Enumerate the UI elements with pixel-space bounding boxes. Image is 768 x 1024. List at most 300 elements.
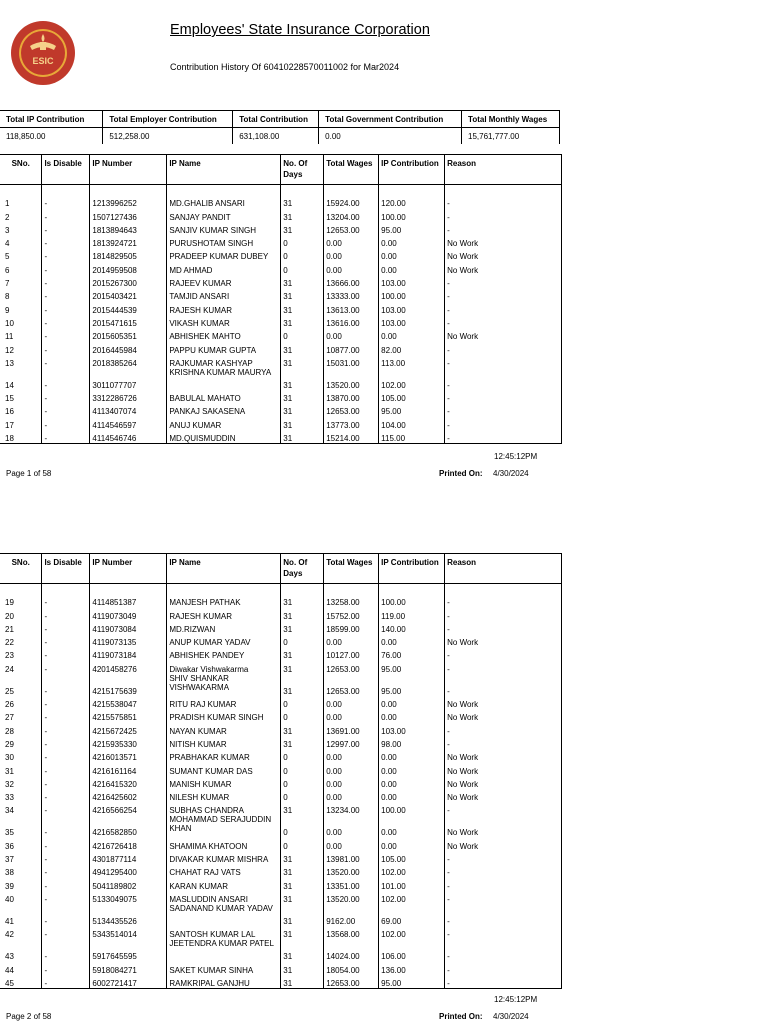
cell-wages: 15031.00 [324, 355, 379, 368]
cell-reason: - [445, 195, 562, 208]
table-row [0, 403, 562, 416]
cell-ip-number: 5918084271 [90, 961, 167, 974]
cell-sno: 29 [0, 736, 42, 749]
table-row [0, 430, 562, 444]
cell-reason: - [445, 877, 562, 890]
spacer-cell [324, 584, 379, 595]
cell-ip-number: 1813924721 [90, 235, 167, 248]
cell-wages: 0.00 [324, 762, 379, 775]
cell-days: 31 [281, 926, 324, 939]
spacer-cell [379, 584, 445, 595]
col-is-disable: Is Disable [42, 155, 90, 185]
spacer-cell [324, 185, 379, 196]
page-number: Page 2 of 58 [6, 1012, 52, 1021]
cell-is-disable: - [42, 355, 90, 368]
cell-sno: 11 [0, 328, 42, 341]
cell-sno: 19 [0, 594, 42, 607]
cell-reason: - [445, 660, 562, 673]
cell-days: 0 [281, 837, 324, 850]
cell-days: 31 [281, 315, 324, 328]
cell-contribution: 103.00 [379, 722, 445, 735]
cell-reason: No Work [445, 634, 562, 647]
cell-sno: 28 [0, 722, 42, 735]
cell-days: 31 [281, 594, 324, 607]
cell-is-disable: - [42, 837, 90, 850]
cell-ip-number: 6002721417 [90, 975, 167, 989]
cell-days: 31 [281, 904, 324, 926]
cell-is-disable: - [42, 288, 90, 301]
totals-header: Total IP Contribution [0, 111, 103, 128]
cell-ip-name: PRABHAKAR KUMAR [167, 749, 281, 762]
cell-ip-number: 2016445984 [90, 341, 167, 354]
col-reason: Reason [445, 155, 562, 185]
col-days: No. Of Days [281, 155, 324, 185]
cell-ip-name: TAMJID ANSARI [167, 288, 281, 301]
cell-contribution: 100.00 [379, 594, 445, 607]
cell-wages: 13691.00 [324, 722, 379, 735]
spacer-cell [90, 584, 167, 595]
spacer-cell [167, 584, 281, 595]
table-row [0, 248, 562, 261]
table-row [0, 368, 562, 390]
cell-ip-number: 4215175639 [90, 674, 167, 696]
cell-is-disable: - [42, 815, 90, 837]
table-row [0, 776, 562, 789]
cell-contribution: 0.00 [379, 248, 445, 261]
cell-reason: - [445, 208, 562, 221]
cell-is-disable: - [42, 390, 90, 403]
cell-wages: 18054.00 [324, 961, 379, 974]
cell-sno: 36 [0, 837, 42, 850]
cell-ip-name: SADANAND KUMAR YADAV [167, 904, 281, 926]
cell-reason: - [445, 802, 562, 815]
cell-ip-number: 2014959508 [90, 261, 167, 274]
cell-days: 31 [281, 355, 324, 368]
cell-contribution: 0.00 [379, 749, 445, 762]
cell-sno: 40 [0, 891, 42, 904]
cell-days: 31 [281, 736, 324, 749]
cell-contribution: 0.00 [379, 235, 445, 248]
cell-contribution: 140.00 [379, 621, 445, 634]
cell-ip-number: 3312286726 [90, 390, 167, 403]
cell-wages: 13333.00 [324, 288, 379, 301]
cell-wages: 18599.00 [324, 621, 379, 634]
cell-contribution: 69.00 [379, 904, 445, 926]
totals-table [0, 110, 560, 144]
cell-ip-number: 2015403421 [90, 288, 167, 301]
cell-ip-number: 1813894643 [90, 222, 167, 235]
cell-sno: 15 [0, 390, 42, 403]
cell-is-disable: - [42, 674, 90, 696]
table-row [0, 301, 562, 314]
cell-ip-name: PANKAJ SAKASENA [167, 403, 281, 416]
cell-ip-number: 4119073135 [90, 634, 167, 647]
cell-is-disable: - [42, 275, 90, 288]
cell-ip-number: 5133049075 [90, 891, 167, 904]
cell-ip-name: KARAN KUMAR [167, 877, 281, 890]
cell-is-disable: - [42, 416, 90, 429]
cell-ip-number: 1814829505 [90, 248, 167, 261]
col-contribution: IP Contribution [379, 155, 445, 185]
cell-days: 31 [281, 647, 324, 660]
col-wages: Total Wages [324, 155, 379, 185]
table-row [0, 594, 562, 607]
cell-reason: No Work [445, 261, 562, 274]
table-row [0, 722, 562, 735]
cell-contribution: 98.00 [379, 736, 445, 749]
col-reason: Reason [445, 554, 562, 584]
cell-contribution: 0.00 [379, 709, 445, 722]
cell-reason: - [445, 301, 562, 314]
cell-contribution: 119.00 [379, 607, 445, 620]
cell-ip-name: MASLUDDIN ANSARI [167, 891, 281, 904]
cell-reason: - [445, 390, 562, 403]
cell-is-disable: - [42, 864, 90, 877]
cell-sno: 25 [0, 674, 42, 696]
cell-sno: 18 [0, 430, 42, 444]
contribution-table-page-2 [0, 553, 562, 989]
cell-wages: 0.00 [324, 749, 379, 762]
cell-is-disable: - [42, 975, 90, 989]
cell-wages: 10127.00 [324, 647, 379, 660]
spacer-cell [42, 185, 90, 196]
table-row [0, 709, 562, 722]
cell-ip-name: RITU RAJ KUMAR [167, 696, 281, 709]
table-row [0, 837, 562, 850]
cell-ip-name: MANJESH PATHAK [167, 594, 281, 607]
cell-days: 31 [281, 341, 324, 354]
cell-is-disable: - [42, 851, 90, 864]
cell-ip-name: SHAMIMA KHATOON [167, 837, 281, 850]
cell-ip-number: 4216013571 [90, 749, 167, 762]
table-row [0, 315, 562, 328]
table-row [0, 660, 562, 673]
cell-is-disable: - [42, 926, 90, 939]
cell-is-disable: - [42, 328, 90, 341]
cell-days: 31 [281, 891, 324, 904]
cell-contribution: 106.00 [379, 939, 445, 961]
cell-reason: - [445, 315, 562, 328]
cell-reason: - [445, 341, 562, 354]
cell-contribution: 104.00 [379, 416, 445, 429]
cell-sno: 16 [0, 403, 42, 416]
cell-wages: 13981.00 [324, 851, 379, 864]
cell-ip-number: 4216161164 [90, 762, 167, 775]
cell-ip-number: 4119073049 [90, 607, 167, 620]
cell-days: 31 [281, 851, 324, 864]
cell-wages: 13568.00 [324, 926, 379, 939]
cell-ip-number: 5917645595 [90, 939, 167, 961]
cell-ip-number: 5343514014 [90, 926, 167, 939]
print-time: 12:45:12PM [494, 995, 538, 1004]
totals-value: 15,761,777.00 [462, 128, 560, 145]
cell-ip-number: 4114546597 [90, 416, 167, 429]
cell-reason: - [445, 864, 562, 877]
table-row [0, 621, 562, 634]
spacer-cell [281, 584, 324, 595]
spacer-cell [42, 584, 90, 595]
cell-sno: 12 [0, 341, 42, 354]
cell-sno: 24 [0, 660, 42, 673]
cell-reason: - [445, 275, 562, 288]
cell-wages: 13351.00 [324, 877, 379, 890]
cell-contribution: 95.00 [379, 222, 445, 235]
cell-ip-number: 2015471615 [90, 315, 167, 328]
cell-ip-number: 4216726418 [90, 837, 167, 850]
cell-ip-name: RAJEEV KUMAR [167, 275, 281, 288]
cell-sno: 7 [0, 275, 42, 288]
table-row [0, 341, 562, 354]
cell-contribution: 100.00 [379, 208, 445, 221]
cell-ip-name: MD.GHALIB ANSARI [167, 195, 281, 208]
cell-reason: No Work [445, 749, 562, 762]
cell-is-disable: - [42, 709, 90, 722]
cell-sno: 35 [0, 815, 42, 837]
cell-ip-name: RAMKRIPAL GANJHU [167, 975, 281, 989]
cell-ip-number: 4216415320 [90, 776, 167, 789]
cell-days: 31 [281, 975, 324, 989]
cell-ip-number: 1507127436 [90, 208, 167, 221]
cell-wages: 13520.00 [324, 891, 379, 904]
cell-sno: 13 [0, 355, 42, 368]
cell-days: 0 [281, 709, 324, 722]
cell-ip-name: MD AHMAD [167, 261, 281, 274]
cell-wages: 12653.00 [324, 674, 379, 696]
cell-sno: 4 [0, 235, 42, 248]
cell-reason: No Work [445, 235, 562, 248]
cell-wages: 13616.00 [324, 315, 379, 328]
cell-sno: 8 [0, 288, 42, 301]
cell-reason: - [445, 416, 562, 429]
col-wages: Total Wages [324, 554, 379, 584]
cell-wages: 0.00 [324, 235, 379, 248]
cell-days: 0 [281, 235, 324, 248]
cell-is-disable: - [42, 722, 90, 735]
cell-sno: 1 [0, 195, 42, 208]
cell-ip-number: 5041189802 [90, 877, 167, 890]
cell-ip-name: SANTOSH KUMAR LAL [167, 926, 281, 939]
cell-ip-number: 2015267300 [90, 275, 167, 288]
spacer-row [0, 185, 562, 196]
spacer-cell [90, 185, 167, 196]
cell-contribution: 103.00 [379, 275, 445, 288]
cell-wages: 13258.00 [324, 594, 379, 607]
cell-reason: - [445, 621, 562, 634]
totals-header-row [0, 111, 560, 128]
cell-ip-number: 4114546746 [90, 430, 167, 444]
cell-days: 31 [281, 403, 324, 416]
cell-is-disable: - [42, 248, 90, 261]
report-subtitle [170, 62, 399, 72]
cell-days: 0 [281, 762, 324, 775]
cell-reason: - [445, 222, 562, 235]
cell-ip-name: DIVAKAR KUMAR MISHRA [167, 851, 281, 864]
cell-reason: - [445, 904, 562, 926]
cell-ip-name: VIKASH KUMAR [167, 315, 281, 328]
cell-days: 31 [281, 877, 324, 890]
cell-sno: 2 [0, 208, 42, 221]
cell-sno: 17 [0, 416, 42, 429]
cell-ip-number: 4215538047 [90, 696, 167, 709]
cell-ip-name: ABHISHEK PANDEY [167, 647, 281, 660]
cell-sno: 45 [0, 975, 42, 989]
table-row [0, 891, 562, 904]
cell-is-disable: - [42, 222, 90, 235]
cell-ip-number: 4215672425 [90, 722, 167, 735]
cell-wages: 0.00 [324, 837, 379, 850]
table-row [0, 195, 562, 208]
cell-ip-name: ABHISHEK MAHTO [167, 328, 281, 341]
cell-reason: - [445, 647, 562, 660]
cell-days: 31 [281, 621, 324, 634]
cell-is-disable: - [42, 789, 90, 802]
cell-wages: 13870.00 [324, 390, 379, 403]
col-ip-name: IP Name [167, 155, 281, 185]
cell-contribution: 103.00 [379, 315, 445, 328]
cell-reason: No Work [445, 328, 562, 341]
cell-wages: 12653.00 [324, 975, 379, 989]
cell-ip-name: MD.QUISMUDDIN [167, 430, 281, 444]
cell-wages: 14024.00 [324, 939, 379, 961]
table-row [0, 749, 562, 762]
totals-value: 118,850.00 [0, 128, 103, 145]
cell-reason: - [445, 939, 562, 961]
cell-wages: 12997.00 [324, 736, 379, 749]
cell-ip-number: 2018385264 [90, 355, 167, 368]
cell-reason: - [445, 891, 562, 904]
cell-ip-number: 4215575851 [90, 709, 167, 722]
cell-is-disable: - [42, 208, 90, 221]
cell-is-disable: - [42, 594, 90, 607]
spacer-cell [445, 584, 562, 595]
cell-is-disable: - [42, 368, 90, 390]
cell-reason: - [445, 368, 562, 390]
table-header-row [0, 155, 562, 185]
table-row [0, 674, 562, 696]
cell-wages: 0.00 [324, 634, 379, 647]
cell-sno: 22 [0, 634, 42, 647]
cell-reason: No Work [445, 762, 562, 775]
cell-contribution: 100.00 [379, 288, 445, 301]
cell-wages: 13520.00 [324, 368, 379, 390]
cell-is-disable: - [42, 315, 90, 328]
cell-sno: 37 [0, 851, 42, 864]
table-row [0, 975, 562, 989]
cell-reason: No Work [445, 696, 562, 709]
cell-contribution: 82.00 [379, 341, 445, 354]
cell-reason: - [445, 961, 562, 974]
cell-reason: - [445, 430, 562, 444]
cell-days: 31 [281, 368, 324, 390]
cell-wages: 10877.00 [324, 341, 379, 354]
cell-contribution: 0.00 [379, 789, 445, 802]
cell-sno: 33 [0, 789, 42, 802]
cell-contribution: 103.00 [379, 301, 445, 314]
cell-sno: 23 [0, 647, 42, 660]
cell-contribution: 115.00 [379, 430, 445, 444]
cell-ip-name: RAJESH KUMAR [167, 301, 281, 314]
cell-ip-name: KRISHNA KUMAR MAURYA [167, 368, 281, 390]
page-title: Employees' State Insurance Corporation [170, 22, 430, 38]
cell-days: 0 [281, 749, 324, 762]
cell-is-disable: - [42, 261, 90, 274]
cell-reason: No Work [445, 789, 562, 802]
col-contribution: IP Contribution [379, 554, 445, 584]
spacer-cell [0, 185, 42, 196]
cell-wages: 0.00 [324, 248, 379, 261]
cell-ip-number: 3011077707 [90, 368, 167, 390]
cell-contribution: 0.00 [379, 696, 445, 709]
cell-sno: 26 [0, 696, 42, 709]
cell-ip-name: MANISH KUMAR [167, 776, 281, 789]
cell-sno: 38 [0, 864, 42, 877]
cell-wages: 13234.00 [324, 802, 379, 815]
cell-wages: 13773.00 [324, 416, 379, 429]
cell-ip-name: SAKET KUMAR SINHA [167, 961, 281, 974]
cell-ip-name: RAJKUMAR KASHYAP [167, 355, 281, 368]
logo-text: ESIC [32, 56, 54, 66]
cell-wages: 0.00 [324, 261, 379, 274]
cell-days: 31 [281, 430, 324, 444]
table-row [0, 647, 562, 660]
cell-sno: 9 [0, 301, 42, 314]
totals-header: Total Government Contribution [319, 111, 462, 128]
cell-is-disable: - [42, 802, 90, 815]
cell-reason: - [445, 851, 562, 864]
table-row [0, 939, 562, 961]
table-row [0, 762, 562, 775]
cell-days: 31 [281, 222, 324, 235]
cell-sno: 21 [0, 621, 42, 634]
cell-days: 31 [281, 674, 324, 696]
cell-wages: 13666.00 [324, 275, 379, 288]
cell-ip-name: SUMANT KUMAR DAS [167, 762, 281, 775]
cell-ip-name: MOHAMMAD SERAJUDDIN KHAN [167, 815, 281, 837]
cell-contribution: 95.00 [379, 975, 445, 989]
cell-days: 31 [281, 195, 324, 208]
cell-days: 0 [281, 789, 324, 802]
cell-contribution: 136.00 [379, 961, 445, 974]
subtitle-prefix: Contribution History Of [170, 62, 262, 72]
cell-sno: 14 [0, 368, 42, 390]
cell-days: 31 [281, 864, 324, 877]
cell-wages: 0.00 [324, 709, 379, 722]
cell-ip-name: PRADISH KUMAR SINGH [167, 709, 281, 722]
cell-ip-number: 4941295400 [90, 864, 167, 877]
cell-contribution: 100.00 [379, 802, 445, 815]
cell-days: 31 [281, 390, 324, 403]
cell-contribution: 76.00 [379, 647, 445, 660]
cell-days: 31 [281, 802, 324, 815]
cell-ip-name: MD.RIZWAN [167, 621, 281, 634]
cell-is-disable: - [42, 904, 90, 926]
table-row [0, 904, 562, 926]
cell-is-disable: - [42, 696, 90, 709]
cell-ip-number: 4301877114 [90, 851, 167, 864]
cell-reason: - [445, 674, 562, 696]
printed-on-label: Printed On: [439, 1012, 483, 1021]
cell-is-disable: - [42, 621, 90, 634]
cell-ip-number: 1213996252 [90, 195, 167, 208]
cell-is-disable: - [42, 634, 90, 647]
cell-contribution: 95.00 [379, 660, 445, 673]
cell-reason: No Work [445, 815, 562, 837]
cell-days: 31 [281, 301, 324, 314]
cell-wages: 15924.00 [324, 195, 379, 208]
spacer-cell [281, 185, 324, 196]
cell-wages: 13520.00 [324, 864, 379, 877]
spacer-row [0, 584, 562, 595]
